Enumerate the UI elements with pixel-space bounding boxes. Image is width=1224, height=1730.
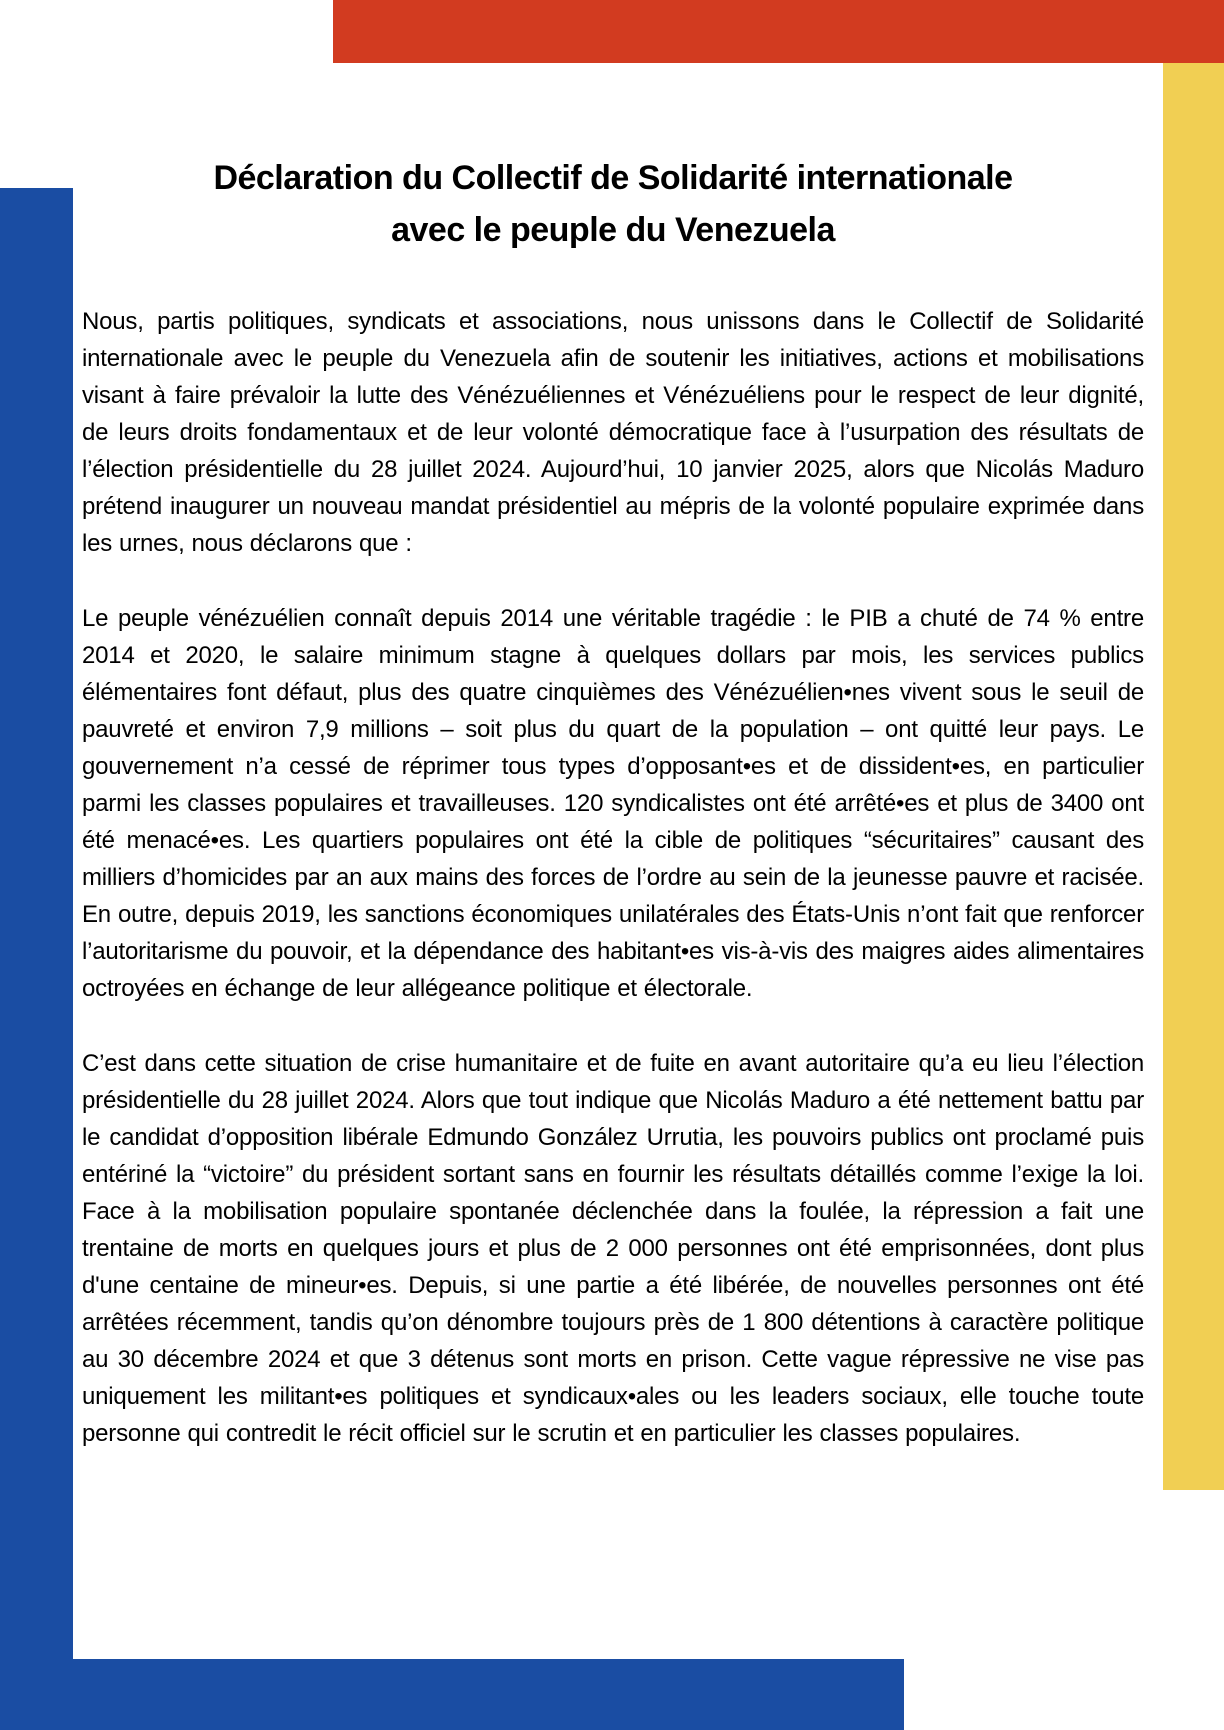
red-top-bar: [333, 0, 1224, 63]
paragraph-election-repression: C’est dans cette situation de crise humanitaire et de fuite en avant autoritaire qu’a eu lieu l’élection présidentielle du 28 juillet 2024. Alors que tout indique que Nicolás Maduro a été nettement battu par le candidat d’opposition libérale Edmundo González Urrutia, les pouvoirs publics ont proclamé puis entériné la “victoire” du président sortant sans en fournir les résultats détaillés comme l’exige la loi. Face à la mobilisation populaire spontanée déclenchée dans la foulée, la répression a fait une trentaine de morts en quelques jours et plus de 2 000 personnes ont été emprisonnées, dont plus d'une centaine de mineur•es. Depuis, si une partie a été libérée, de nouvelles personnes ont été arrêtées récemment, tandis qu’on dénombre toujours près de 1 800 détentions à caractère politique au 30 décembre 2024 et que 3 détenus sont morts en prison. Cette vague répressive ne vise pas uniquement les militant•es politiques et syndicaux•ales ou les leaders sociaux, elle touche toute personne qui contredit le récit officiel sur le scrutin et en particulier les classes populaires.: [82, 1050, 1144, 1447]
paragraph-declaration-intro: Nous, partis politiques, syndicats et associations, nous unissons dans le Collectif de Solidarité internationale avec le peuple du Venezuela afin de soutenir les initiatives, actions et mobilisations visant à faire prévaloir la lutte des Vénézuéliennes et Vénézuéliens pour le respect de leur dignité, de leurs droits fondamentaux et de leur volonté démocratique face à l’usurpation des résultats de l’élection présidentielle du 28 juillet 2024. Aujourd’hui, 10 janvier 2025, alors que Nicolás Maduro prétend inaugurer un nouveau mandat présidentiel au mépris de la volonté populaire exprimée dans les urnes, nous déclarons que :: [82, 308, 1144, 557]
blue-left-bar: [0, 188, 73, 1730]
document-title-line-1: Déclaration du Collectif de Solidarité internationale: [213, 159, 1013, 197]
paragraph-economic-crisis: Le peuple vénézuélien connaît depuis 2014 une véritable tragédie : le PIB a chuté de 74 % entre 2014 et 2020, le salaire minimum stagne à quelques dollars par mois, les services publics élémentaires font défaut, plus des quatre cinquièmes des Vénézuélien•nes vivent sous le seuil de pauvreté et environ 7,9 millions – soit plus du quart de la population – ont quitté leur pays. Le gouvernement n’a cessé de réprimer tous types d’opposant•es et de dissident•es, en particulier parmi les classes populaires et travailleuses. 120 syndicalistes ont été arrêté•es et plus de 3400 ont été menacé•es. Les quartiers populaires ont été la cible de politiques “sécuritaires” causant des milliers d’homicides par an aux mains des forces de l’ordre au sein de la jeunesse pauvre et racisée. En outre, depuis 2019, les sanctions économiques unilatérales des États-Unis n’ont fait que renforcer l’autoritarisme du pouvoir, et la dépendance des habitant•es vis-à-vis des maigres aides alimentaires octroyées en échange de leur allégeance politique et électorale.: [82, 605, 1144, 1002]
document-title: [82, 152, 1144, 256]
yellow-right-bar: [1163, 63, 1224, 1490]
document-title-line-2: avec le peuple du Venezuela: [391, 211, 835, 249]
document-content: [82, 152, 1144, 1490]
blue-bottom-bar: [0, 1659, 904, 1730]
